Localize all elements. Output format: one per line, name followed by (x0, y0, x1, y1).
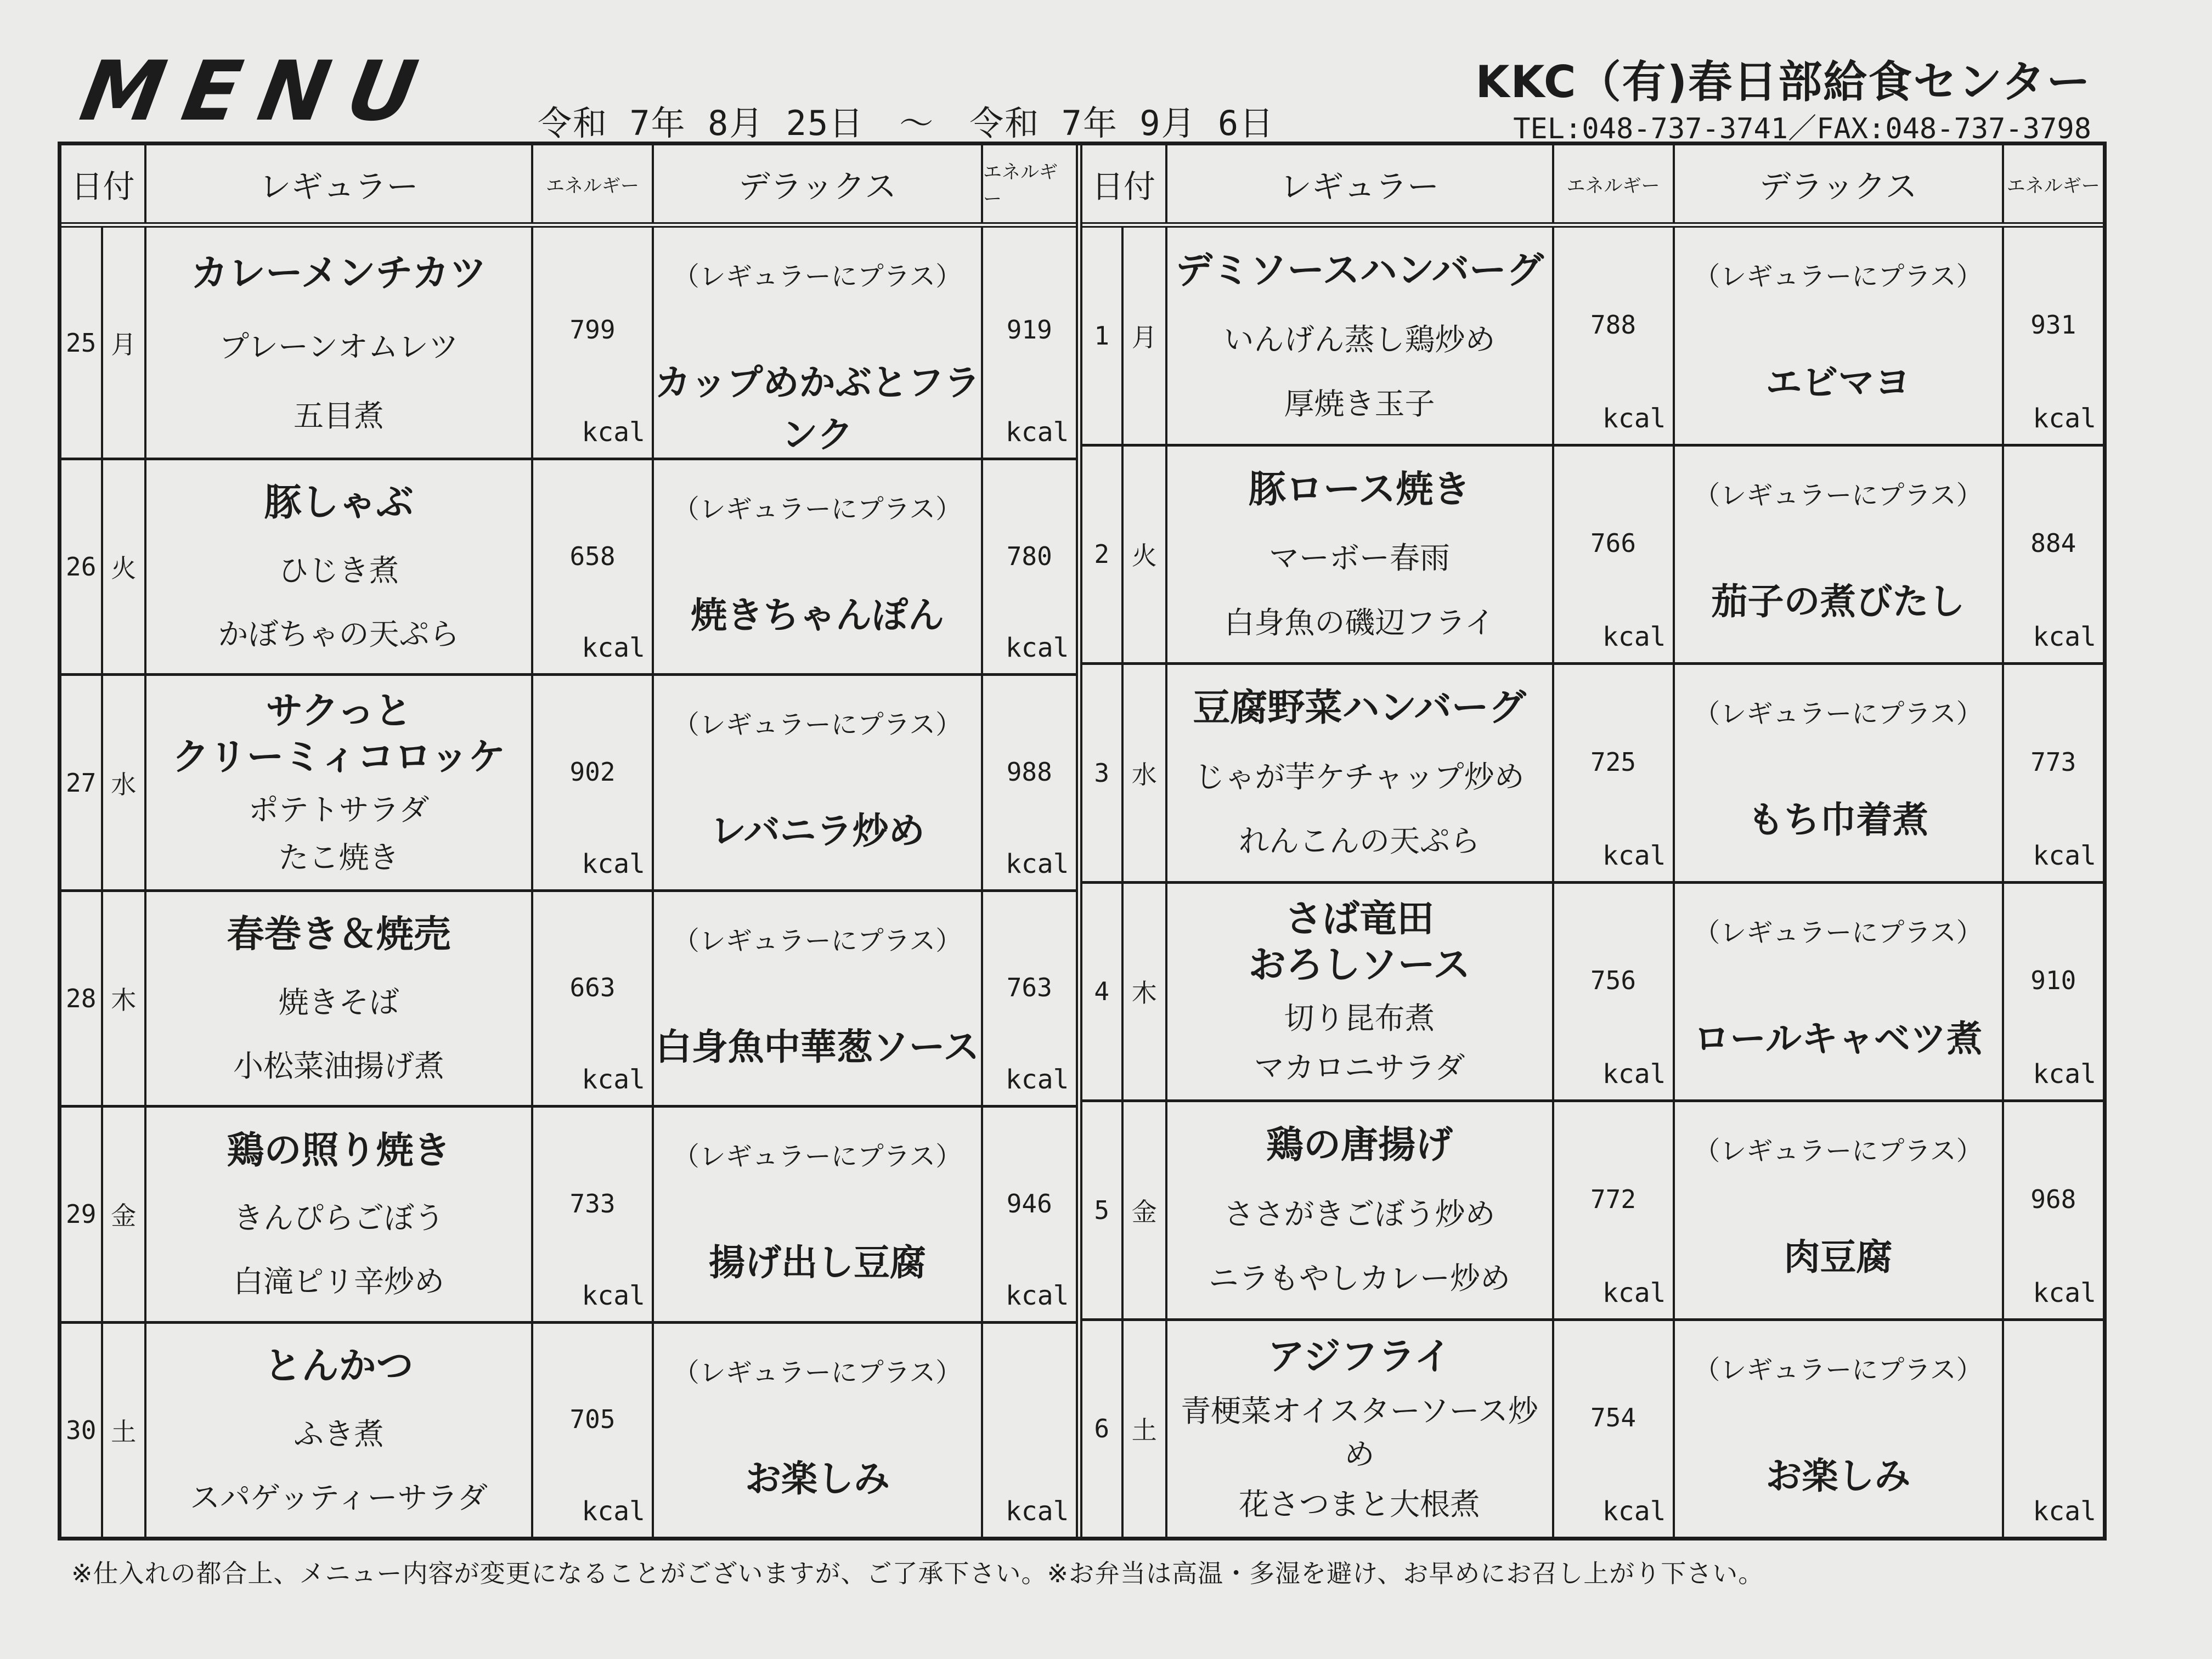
weekday: 水 (111, 769, 137, 799)
regular-cell (1167, 1321, 1554, 1537)
deluxe-cell (1675, 884, 2004, 1100)
deluxe-note: （レギュラーにプラス） (1694, 1354, 1983, 1385)
weekday: 木 (111, 985, 137, 1015)
kcal-unit: kcal (2033, 1059, 2096, 1090)
side-dish: マーボー春雨 (1268, 540, 1450, 576)
kcal-unit: kcal (1005, 1280, 1069, 1311)
side-dish: たこ焼き (278, 840, 399, 876)
header-deluxe: デラックス (1675, 145, 2004, 222)
deluxe-cell (1675, 1102, 2004, 1318)
menu-row (61, 676, 1076, 891)
regular-kcal: 754 (1590, 1403, 1637, 1433)
regular-energy-cell (533, 1108, 654, 1321)
weekday: 木 (1131, 978, 1157, 1008)
kcal-unit: kcal (1602, 1496, 1666, 1527)
regular-energy-cell (533, 1324, 654, 1537)
deluxe-note: （レギュラーにプラス） (673, 709, 962, 741)
deluxe-dish: 揚げ出し豆腐 (709, 1242, 926, 1284)
menu-row (1082, 1102, 2103, 1321)
day-number: 30 (61, 1324, 103, 1537)
deluxe-cell (1675, 228, 2004, 444)
deluxe-energy-cell (2004, 884, 2103, 1100)
kcal-unit: kcal (1602, 840, 1666, 871)
side-dish: きんぴらごぼう (233, 1200, 444, 1236)
side-dish: 白滝ピリ辛炒め (233, 1264, 444, 1300)
side-dish: 小松菜油揚げ煮 (233, 1048, 444, 1084)
deluxe-dish: 茄子の煮びたし (1711, 580, 1965, 623)
day-number: 27 (61, 676, 103, 889)
regular-cell (1167, 884, 1554, 1100)
deluxe-cell (1675, 447, 2004, 663)
kcal-unit: kcal (582, 1064, 645, 1096)
deluxe-energy-cell (2004, 228, 2103, 444)
deluxe-energy-cell (2004, 1321, 2103, 1537)
deluxe-note: （レギュラーにプラス） (673, 494, 962, 524)
main-dish: 豚しゃぶ (264, 481, 414, 525)
deluxe-note: （レギュラーにプラス） (673, 1141, 962, 1172)
main-dish: デミソースハンバーグ (1175, 249, 1544, 293)
deluxe-kcal: 919 (1006, 315, 1052, 345)
side-dish: れんこんの天ぷら (1238, 823, 1480, 859)
menu-period: 令和 7年 8月 25日 ～ 令和 7年 9月 6日 (538, 103, 1275, 143)
date-cell (1082, 1321, 1167, 1537)
deluxe-kcal: 968 (2030, 1184, 2076, 1214)
regular-kcal: 772 (1590, 1184, 1637, 1214)
regular-kcal: 766 (1590, 528, 1637, 558)
date-cell (1082, 228, 1167, 444)
kcal-unit: kcal (1005, 1064, 1069, 1096)
deluxe-note: （レギュラーにプラス） (1694, 917, 1983, 948)
deluxe-note: （レギュラーにプラス） (1694, 261, 1983, 292)
deluxe-dish: 焼きちゃんぽん (691, 594, 944, 636)
deluxe-energy-cell (2004, 447, 2103, 663)
day-number: 5 (1082, 1102, 1124, 1318)
day-number: 29 (61, 1108, 103, 1321)
kcal-unit: kcal (1602, 1059, 1666, 1090)
regular-kcal: 705 (569, 1404, 616, 1435)
deluxe-dish: ロールキャベツ煮 (1694, 1017, 1983, 1060)
kcal-unit: kcal (582, 848, 645, 879)
date-cell (61, 892, 146, 1105)
header-date: 日付 (1082, 145, 1167, 222)
side-dish: 白身魚の磯辺フライ (1224, 605, 1495, 640)
side-dish: ささがきごぼう炒め (1223, 1196, 1496, 1232)
deluxe-cell (1675, 665, 2004, 881)
side-dish: ふき煮 (293, 1416, 384, 1452)
menu-row (61, 1108, 1076, 1323)
deluxe-energy-cell (983, 676, 1076, 889)
deluxe-dish: お楽しみ (745, 1457, 890, 1500)
deluxe-cell (654, 892, 983, 1105)
header-date: 日付 (61, 145, 146, 222)
regular-kcal: 902 (569, 757, 616, 787)
day-number: 2 (1082, 447, 1124, 663)
deluxe-energy-cell (983, 460, 1076, 673)
kcal-unit: kcal (2033, 622, 2096, 652)
day-number: 1 (1082, 228, 1124, 444)
kcal-unit: kcal (1602, 1277, 1666, 1308)
deluxe-kcal: 773 (2030, 747, 2076, 777)
weekday: 土 (1131, 1415, 1157, 1446)
weekday: 月 (1131, 322, 1157, 352)
kcal-unit: kcal (1005, 633, 1069, 664)
regular-cell (146, 1324, 533, 1537)
deluxe-cell (654, 460, 983, 673)
menu-row (1082, 447, 2103, 665)
kcal-unit: kcal (2033, 1277, 2096, 1308)
table-header (61, 145, 1076, 228)
kcal-unit: kcal (582, 1496, 645, 1527)
kcal-unit: kcal (582, 1280, 645, 1311)
side-dish: 切り昆布煮 (1284, 1001, 1435, 1036)
contact-info: TEL:048-737-3741／FAX:048-737-3798 (1513, 112, 2091, 145)
deluxe-note: （レギュラーにプラス） (1694, 698, 1983, 729)
side-dish: プレーンオムレツ (219, 329, 459, 364)
menu-row (1082, 665, 2103, 884)
weekday: 水 (1131, 759, 1157, 789)
deluxe-dish: レバニラ炒め (710, 810, 925, 853)
deluxe-note: （レギュラーにプラス） (673, 925, 962, 956)
weekday: 火 (1131, 541, 1157, 571)
regular-kcal: 799 (569, 315, 616, 345)
menu-row (61, 228, 1076, 460)
menu-row (61, 1324, 1076, 1537)
regular-energy-cell (1554, 447, 1675, 663)
menu-table (58, 142, 2107, 1541)
date-cell (1082, 447, 1167, 663)
deluxe-kcal: 763 (1006, 973, 1052, 1003)
weekday: 土 (111, 1417, 137, 1447)
header-energy: エネルギー (1554, 145, 1675, 222)
day-number: 26 (61, 460, 103, 673)
weekday: 金 (111, 1201, 137, 1231)
kcal-unit: kcal (582, 633, 645, 664)
day-number: 25 (61, 228, 103, 458)
menu-row (1082, 228, 2103, 447)
kcal-unit: kcal (1602, 622, 1666, 652)
regular-cell (146, 1108, 533, 1321)
menu-row (1082, 1321, 2103, 1537)
date-cell (1082, 1102, 1167, 1318)
deluxe-kcal: 931 (2030, 309, 2076, 340)
header-energy-deluxe: エネルギー (2006, 174, 2100, 197)
side-dish: ポテトサラダ (248, 792, 430, 827)
weekday: 金 (1131, 1197, 1157, 1227)
date-cell (61, 676, 146, 889)
regular-energy-cell (533, 460, 654, 673)
deluxe-kcal: 780 (1006, 541, 1052, 571)
main-dish: とんかつ (264, 1345, 414, 1389)
deluxe-energy-cell (983, 892, 1076, 1105)
main-dish: 豚ロース焼き (1248, 467, 1471, 511)
regular-kcal: 725 (1590, 747, 1637, 777)
side-dish: 青梗菜オイスターソース炒め (1181, 1393, 1538, 1472)
main-dish: サクっと クリーミィコロッケ (172, 689, 506, 779)
regular-energy-cell (533, 892, 654, 1105)
header-energy: エネルギー (533, 145, 654, 222)
deluxe-energy-cell (983, 1108, 1076, 1321)
regular-energy-cell (1554, 1102, 1675, 1318)
deluxe-dish: お楽しみ (1765, 1454, 1911, 1497)
deluxe-cell (654, 676, 983, 889)
kcal-unit: kcal (1005, 848, 1069, 879)
side-dish: スパゲッティーサラダ (190, 1480, 488, 1515)
kcal-unit: kcal (582, 417, 645, 448)
deluxe-kcal: 946 (1006, 1188, 1052, 1218)
side-dish: 花さつまと大根煮 (1238, 1486, 1480, 1522)
side-dish: 焼きそば (278, 985, 399, 1020)
date-cell (61, 1108, 146, 1321)
date-cell (61, 228, 146, 458)
side-dish: いんげん蒸し鶏炒め (1223, 321, 1496, 357)
header-regular: レギュラー (146, 145, 533, 222)
regular-energy-cell (533, 228, 654, 458)
menu-logo: MENU (74, 44, 444, 139)
regular-energy-cell (1554, 884, 1675, 1100)
regular-kcal: 733 (569, 1188, 616, 1218)
main-dish: 鶏の照り焼き (227, 1128, 451, 1172)
menu-row (61, 892, 1076, 1108)
side-dish: じゃが芋ケチャップ炒め (1194, 759, 1525, 794)
regular-cell (1167, 1102, 1554, 1318)
regular-cell (146, 892, 533, 1105)
main-dish: 春巻き＆焼売 (227, 913, 451, 957)
company-name: KKC（有)春日部給食センター (1475, 57, 2091, 108)
regular-cell (146, 228, 533, 458)
regular-cell (1167, 447, 1554, 663)
side-dish: かぼちゃの天ぷら (218, 616, 460, 652)
deluxe-cell (654, 228, 983, 458)
deluxe-dish: 肉豆腐 (1784, 1236, 1893, 1278)
deluxe-energy-cell (2004, 1102, 2103, 1318)
date-cell (61, 460, 146, 673)
menu-row (1082, 884, 2103, 1103)
header-deluxe: デラックス (654, 145, 983, 222)
rows-right (1082, 228, 2103, 1537)
day-number: 3 (1082, 665, 1124, 881)
deluxe-energy-cell (983, 1324, 1076, 1537)
deluxe-dish: カップめかぶとフランク (654, 362, 980, 456)
main-dish: 豆腐野菜ハンバーグ (1193, 686, 1526, 730)
kcal-unit: kcal (1005, 1496, 1069, 1527)
regular-cell (146, 460, 533, 673)
date-cell (1082, 665, 1167, 881)
weekday: 月 (111, 329, 137, 359)
main-dish: カレーメンチカツ (190, 251, 487, 295)
side-dish: マカロニサラダ (1254, 1049, 1465, 1085)
header-energy-deluxe: エネルギー (983, 161, 1058, 210)
deluxe-note: （レギュラーにプラス） (673, 1357, 962, 1388)
main-dish: さば竜田 おろしソース (1248, 897, 1471, 987)
footnote: ※仕入れの都合上、メニュー内容が変更になることがございますが、ご了承下さい。※お弁当は高温・多湿を避け、お早めにお召し上がり下さい。 (71, 1559, 1764, 1588)
regular-cell (1167, 665, 1554, 881)
main-dish: 鶏の唐揚げ (1266, 1124, 1453, 1167)
regular-kcal: 663 (569, 973, 616, 1003)
day-number: 6 (1082, 1321, 1124, 1537)
kcal-unit: kcal (2033, 1496, 2096, 1527)
regular-energy-cell (1554, 228, 1675, 444)
regular-cell (1167, 228, 1554, 444)
main-dish: アジフライ (1267, 1335, 1452, 1379)
day-number: 28 (61, 892, 103, 1105)
day-number: 4 (1082, 884, 1124, 1100)
side-dish: 五目煮 (293, 398, 384, 433)
regular-kcal: 756 (1590, 966, 1637, 996)
regular-energy-cell (1554, 665, 1675, 881)
table-header (1082, 145, 2103, 228)
deluxe-note: （レギュラーにプラス） (673, 261, 962, 292)
regular-energy-cell (533, 676, 654, 889)
deluxe-energy-cell (2004, 665, 2103, 881)
kcal-unit: kcal (2033, 840, 2096, 871)
deluxe-dish: 白身魚中華葱ソース (655, 1025, 980, 1068)
weekday: 火 (111, 554, 137, 584)
deluxe-kcal: 988 (1006, 757, 1052, 787)
regular-kcal: 658 (569, 541, 616, 571)
kcal-unit: kcal (1602, 403, 1666, 434)
side-dish: ひじき煮 (278, 553, 399, 589)
deluxe-kcal: 910 (2030, 966, 2076, 996)
week-left (61, 145, 1082, 1537)
date-cell (1082, 884, 1167, 1100)
deluxe-energy-cell (983, 228, 1076, 458)
deluxe-note: （レギュラーにプラス） (1694, 1136, 1983, 1166)
deluxe-cell (1675, 1321, 2004, 1537)
deluxe-dish: エビマヨ (1765, 362, 1911, 404)
rows-left (61, 228, 1076, 1537)
side-dish: ニラもやしカレー炒め (1208, 1261, 1510, 1296)
deluxe-note: （レギュラーにプラス） (1694, 479, 1983, 511)
regular-energy-cell (1554, 1321, 1675, 1537)
week-right (1082, 145, 2103, 1537)
regular-kcal: 788 (1590, 309, 1637, 340)
deluxe-kcal: 884 (2030, 528, 2076, 558)
deluxe-cell (654, 1108, 983, 1321)
menu-row (61, 460, 1076, 676)
deluxe-dish: もち巾着煮 (1747, 799, 1929, 841)
side-dish: 厚焼き玉子 (1284, 386, 1435, 422)
regular-cell (146, 676, 533, 889)
deluxe-cell (654, 1324, 983, 1537)
header-regular: レギュラー (1167, 145, 1554, 222)
kcal-unit: kcal (1005, 417, 1069, 448)
kcal-unit: kcal (2033, 403, 2096, 434)
date-cell (61, 1324, 146, 1537)
